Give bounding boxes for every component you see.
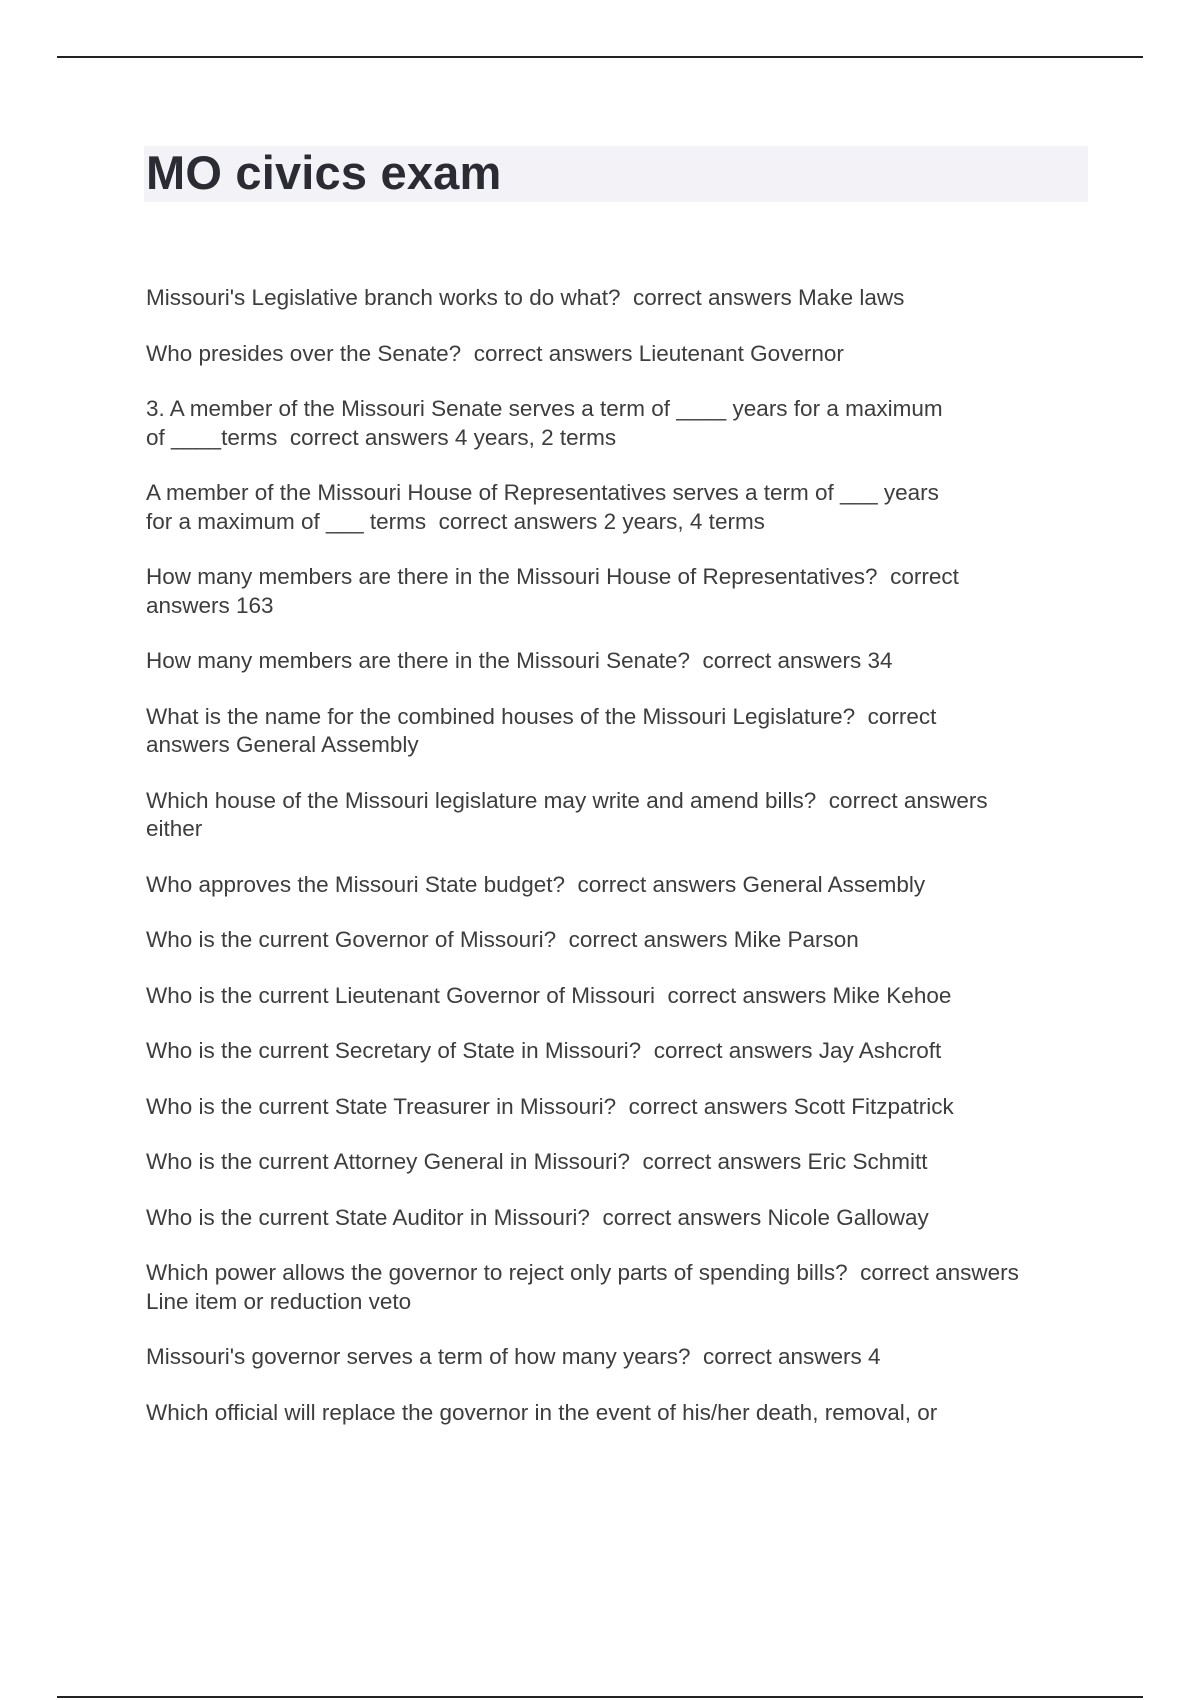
top-divider: [57, 56, 1143, 58]
qa-item: Who is the current Governor of Missouri? correct answers Mike Parson: [146, 927, 859, 952]
qa-item: How many members are there in the Missouri Senate? correct answers 34: [146, 648, 893, 673]
qa-item: Who is the current State Auditor in Missouri? correct answers Nicole Galloway: [146, 1204, 929, 1230]
qa-item: Who is the current Secretary of State in Missouri? correct answers Jay Ashcroft: [146, 1038, 942, 1063]
bottom-divider: [57, 1696, 1143, 1698]
qa-item: Who is the current Lieutenant Governor of Missouri correct answers Mike Kehoe: [146, 982, 952, 1008]
qa-item: Missouri's Legislative branch works to do what? correct answers Make laws: [146, 285, 905, 310]
page-title: MO civics exam: [146, 146, 502, 199]
qa-item: What is the name for the combined houses of the Missouri Legislature? correct answers General Assembly: [146, 703, 937, 757]
qa-item: Who approves the Missouri State budget? correct answers General Assembly: [146, 871, 926, 897]
qa-item: Which official will replace the governor in the event of his/her death, removal, or: [146, 1399, 938, 1425]
qa-item: 3. A member of the Missouri Senate serves a term of ____ years for a maximum of ____terms correct answers 4 years, 2 terms: [146, 396, 943, 450]
qa-item: A member of the Missouri House of Representatives serves a term of ___ years for a maximum of ___ terms correct answers 2 years, 4 terms: [146, 480, 939, 534]
qa-item: Who is the current State Treasurer in Missouri? correct answers Scott Fitzpatrick: [146, 1093, 954, 1119]
qa-item: How many members are there in the Missouri House of Representatives? correct answers 163: [146, 564, 959, 618]
question-answer-list: [146, 284, 1096, 1454]
qa-item: Who is the current Attorney General in Missouri? correct answers Eric Schmitt: [146, 1149, 928, 1174]
qa-item: Who presides over the Senate? correct answers Lieutenant Governor: [146, 340, 844, 366]
qa-item: Missouri's governor serves a term of how many years? correct answers 4: [146, 1344, 881, 1369]
qa-item: Which house of the Missouri legislature may write and amend bills? correct answers either: [146, 787, 988, 841]
qa-item: Which power allows the governor to reject only parts of spending bills? correct answers Line item or reduction veto: [146, 1260, 1019, 1314]
